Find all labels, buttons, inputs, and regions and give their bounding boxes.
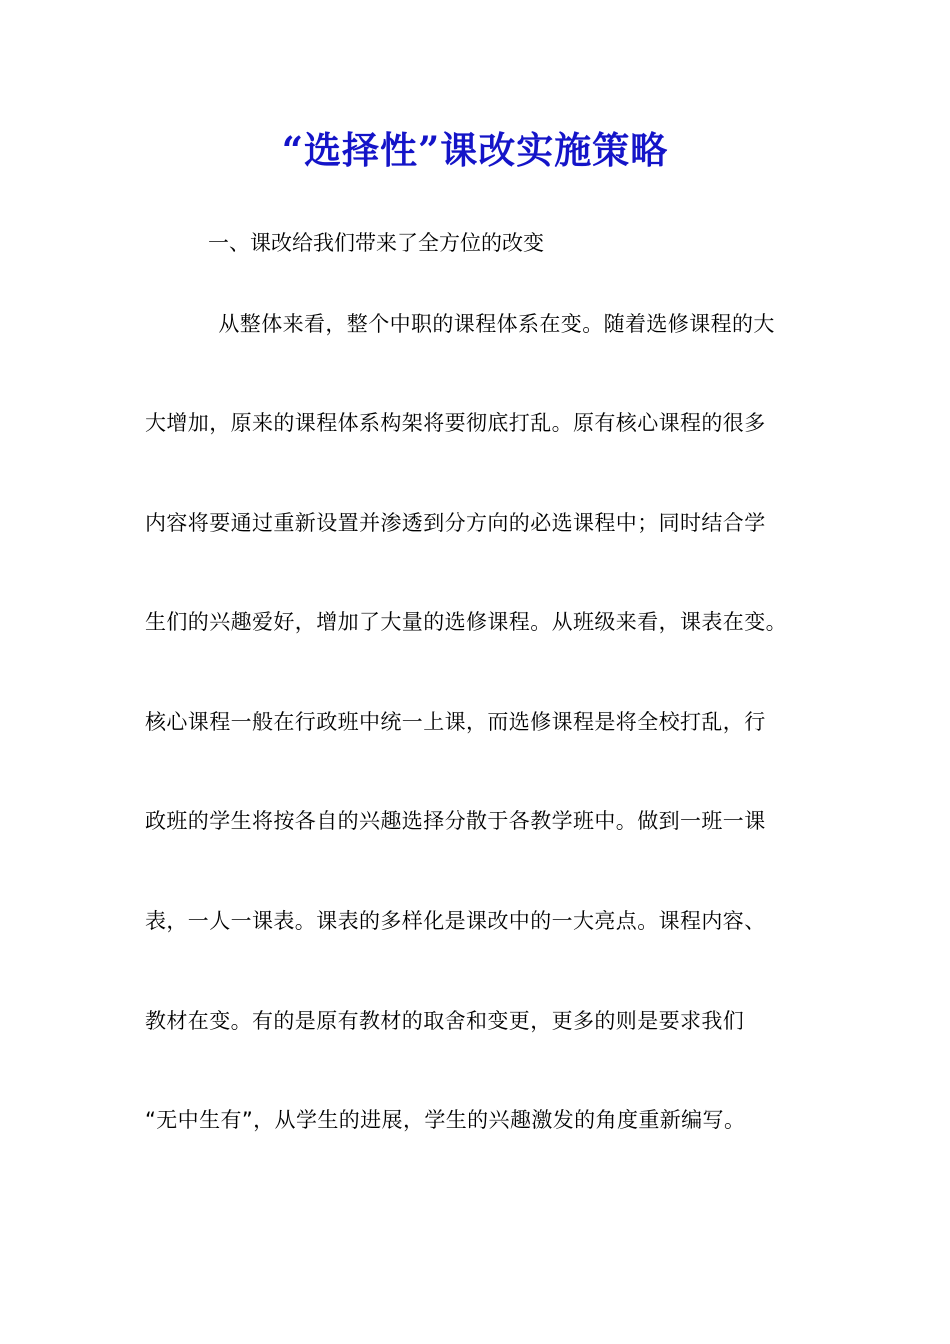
body-line-9: “无中生有”，从学生的进展，学生的兴趣激发的角度重新编写。 <box>145 1108 746 1132</box>
body-line-6: 政班的学生将按各自的兴趣选择分散于各教学班中。做到一班一课 <box>145 809 766 833</box>
body-line-1: 从整体来看，整个中职的课程体系在变。随着选修课程的大 <box>197 312 775 336</box>
body-line-8: 教材在变。有的是原有教材的取舍和变更，更多的则是要求我们 <box>145 1009 745 1033</box>
body-line-7: 表，一人一课表。课表的多样化是课改中的一大亮点。课程内容、 <box>145 909 766 933</box>
body-line-3: 内容将要通过重新设置并渗透到分方向的必选课程中；同时结合学 <box>145 511 766 535</box>
document-title: “选择性”课改实施策略 <box>281 128 669 172</box>
section-heading: 一、课改给我们带来了全方位的改变 <box>208 231 544 255</box>
body-line-5: 核心课程一般在行政班中统一上课，而选修课程是将全校打乱，行 <box>145 710 766 734</box>
body-line-2: 大增加，原来的课程体系构架将要彻底打乱。原有核心课程的很多 <box>145 411 766 435</box>
body-line-4: 生们的兴趣爱好，增加了大量的选修课程。从班级来看，课表在变。 <box>145 610 787 634</box>
